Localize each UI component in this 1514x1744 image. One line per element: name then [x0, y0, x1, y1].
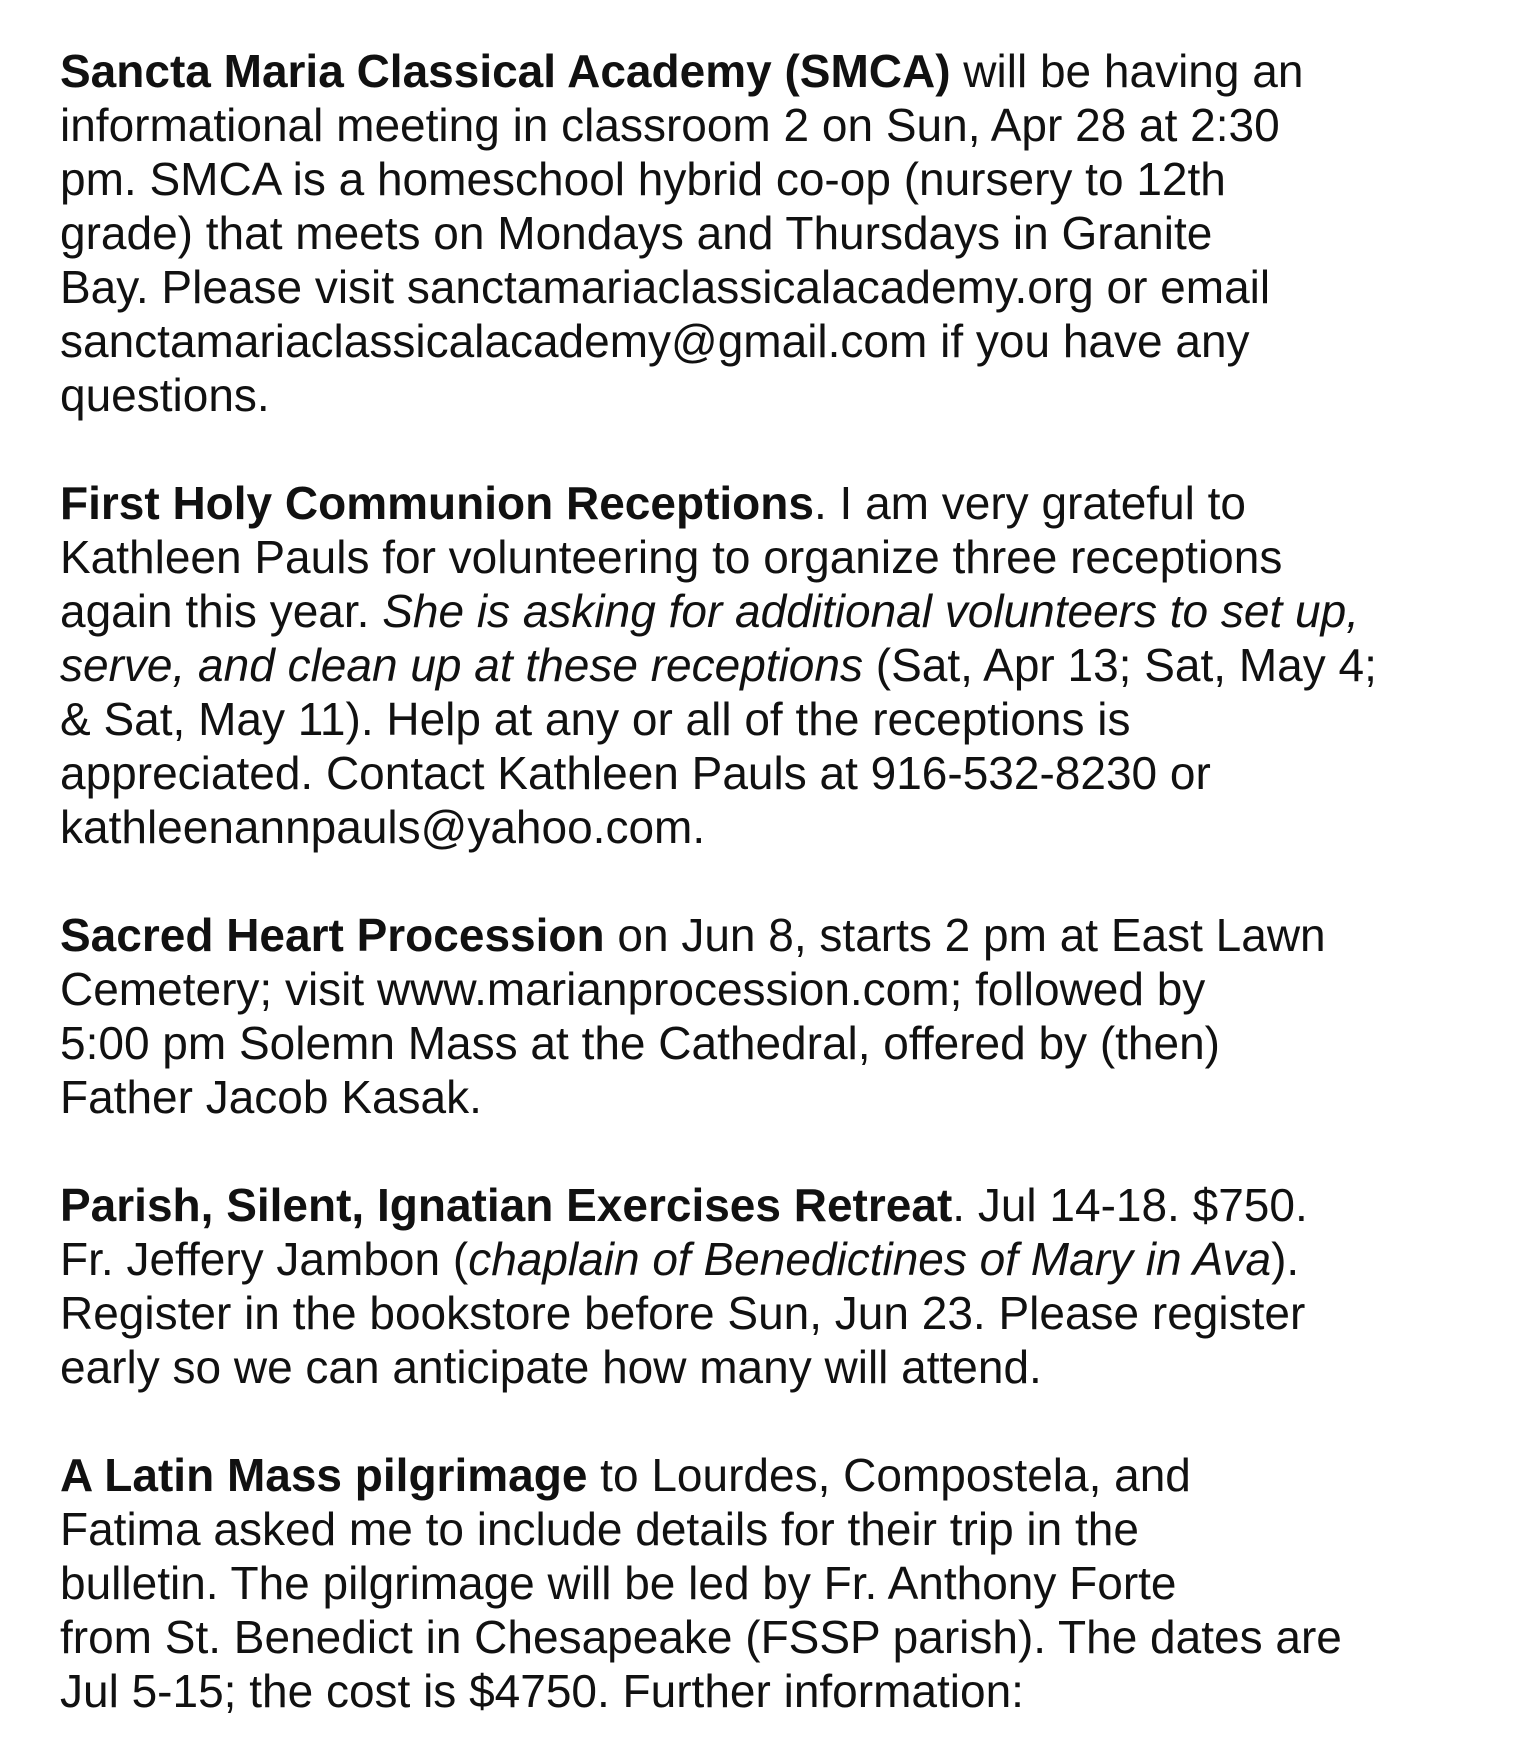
paragraph-gap — [60, 422, 1480, 476]
text-line — [60, 98, 1480, 152]
announcement-title: Sancta Maria Classical Academy (SMCA) — [60, 45, 951, 97]
announcement-paragraph — [60, 1448, 1480, 1718]
announcement-title: First Holy Communion Receptions — [60, 477, 814, 529]
body-text: from St. Benedict in Chesapeake (FSSP parish). The dates are — [60, 1611, 1342, 1663]
announcement-title: Sacred Heart Procession — [60, 909, 605, 961]
text-line — [60, 152, 1480, 206]
body-text: questions. — [60, 369, 270, 421]
text-line — [60, 1232, 1480, 1286]
text-line — [60, 1448, 1480, 1502]
body-text: Jul 5-15; the cost is $4750. Further information: — [60, 1665, 1024, 1717]
text-line — [60, 746, 1480, 800]
text-line — [60, 1178, 1480, 1232]
text-line — [60, 962, 1480, 1016]
body-text: (Sat, Apr 13; Sat, May 4; — [862, 639, 1377, 691]
text-line — [60, 1610, 1480, 1664]
text-line — [60, 1286, 1480, 1340]
body-text: Father Jacob Kasak. — [60, 1071, 482, 1123]
announcement-paragraph — [60, 908, 1480, 1124]
text-line — [60, 476, 1480, 530]
announcement-paragraph — [60, 44, 1480, 422]
body-text: to Lourdes, Compostela, and — [587, 1449, 1191, 1501]
body-text: bulletin. The pilgrimage will be led by Fr. Anthony Forte — [60, 1557, 1177, 1609]
body-text: grade) that meets on Mondays and Thursdays in Granite — [60, 207, 1213, 259]
announcement-title: A Latin Mass pilgrimage — [60, 1449, 588, 1501]
body-text: . I am very grateful to — [813, 477, 1247, 529]
body-text: Bay. Please visit sanctamariaclassicalacademy.org or email — [60, 261, 1271, 313]
text-line — [60, 206, 1480, 260]
text-line — [60, 908, 1480, 962]
body-text: 5:00 pm Solemn Mass at the Cathedral, offered by (then) — [60, 1017, 1220, 1069]
emphasis-text: chaplain of Benedictines of Mary in Ava — [468, 1233, 1272, 1285]
text-line — [60, 1502, 1480, 1556]
body-text: Fatima asked me to include details for their trip in the — [60, 1503, 1139, 1555]
text-line — [60, 314, 1480, 368]
body-text: again this year. — [60, 585, 383, 637]
body-text: Kathleen Pauls for volunteering to organize three receptions — [60, 531, 1283, 583]
body-text: will be having an — [950, 45, 1304, 97]
body-text: Fr. Jeffery Jambon ( — [60, 1233, 469, 1285]
announcement-paragraph — [60, 1178, 1480, 1394]
text-line — [60, 584, 1480, 638]
text-line — [60, 638, 1480, 692]
body-text: informational meeting in classroom 2 on Sun, Apr 28 at 2:30 — [60, 99, 1280, 151]
body-text: & Sat, May 11). Help at any or all of the receptions is — [60, 693, 1131, 745]
text-line — [60, 260, 1480, 314]
paragraph-gap — [60, 1124, 1480, 1178]
body-text: . Jul 14-18. $750. — [952, 1179, 1308, 1231]
paragraph-gap — [60, 1394, 1480, 1448]
text-line — [60, 44, 1480, 98]
text-line — [60, 800, 1480, 854]
body-text: Register in the bookstore before Sun, Jun 23. Please register — [60, 1287, 1306, 1339]
body-text: early so we can anticipate how many will attend. — [60, 1341, 1042, 1393]
bulletin-announcements — [60, 44, 1480, 1718]
text-line — [60, 368, 1480, 422]
body-text: ). — [1271, 1233, 1300, 1285]
emphasis-text: She is asking for additional volunteers to set up, — [382, 585, 1360, 637]
body-text: pm. SMCA is a homeschool hybrid co-op (nursery to 12th — [60, 153, 1226, 205]
body-text: appreciated. Contact Kathleen Pauls at 916-532-8230 or — [60, 747, 1211, 799]
body-text: on Jun 8, starts 2 pm at East Lawn — [604, 909, 1326, 961]
text-line — [60, 530, 1480, 584]
text-line — [60, 1664, 1480, 1718]
body-text: Cemetery; visit www.marianprocession.com; followed by — [60, 963, 1206, 1015]
body-text: kathleenannpauls@yahoo.com. — [60, 801, 706, 853]
text-line — [60, 1556, 1480, 1610]
text-line — [60, 1340, 1480, 1394]
text-line — [60, 1016, 1480, 1070]
text-line — [60, 692, 1480, 746]
paragraph-gap — [60, 854, 1480, 908]
emphasis-text: serve, and clean up at these receptions — [60, 639, 863, 691]
announcement-title: Parish, Silent, Ignatian Exercises Retreat — [60, 1179, 953, 1231]
announcement-paragraph — [60, 476, 1480, 854]
body-text: sanctamariaclassicalacademy@gmail.com if you have any — [60, 315, 1250, 367]
text-line — [60, 1070, 1480, 1124]
